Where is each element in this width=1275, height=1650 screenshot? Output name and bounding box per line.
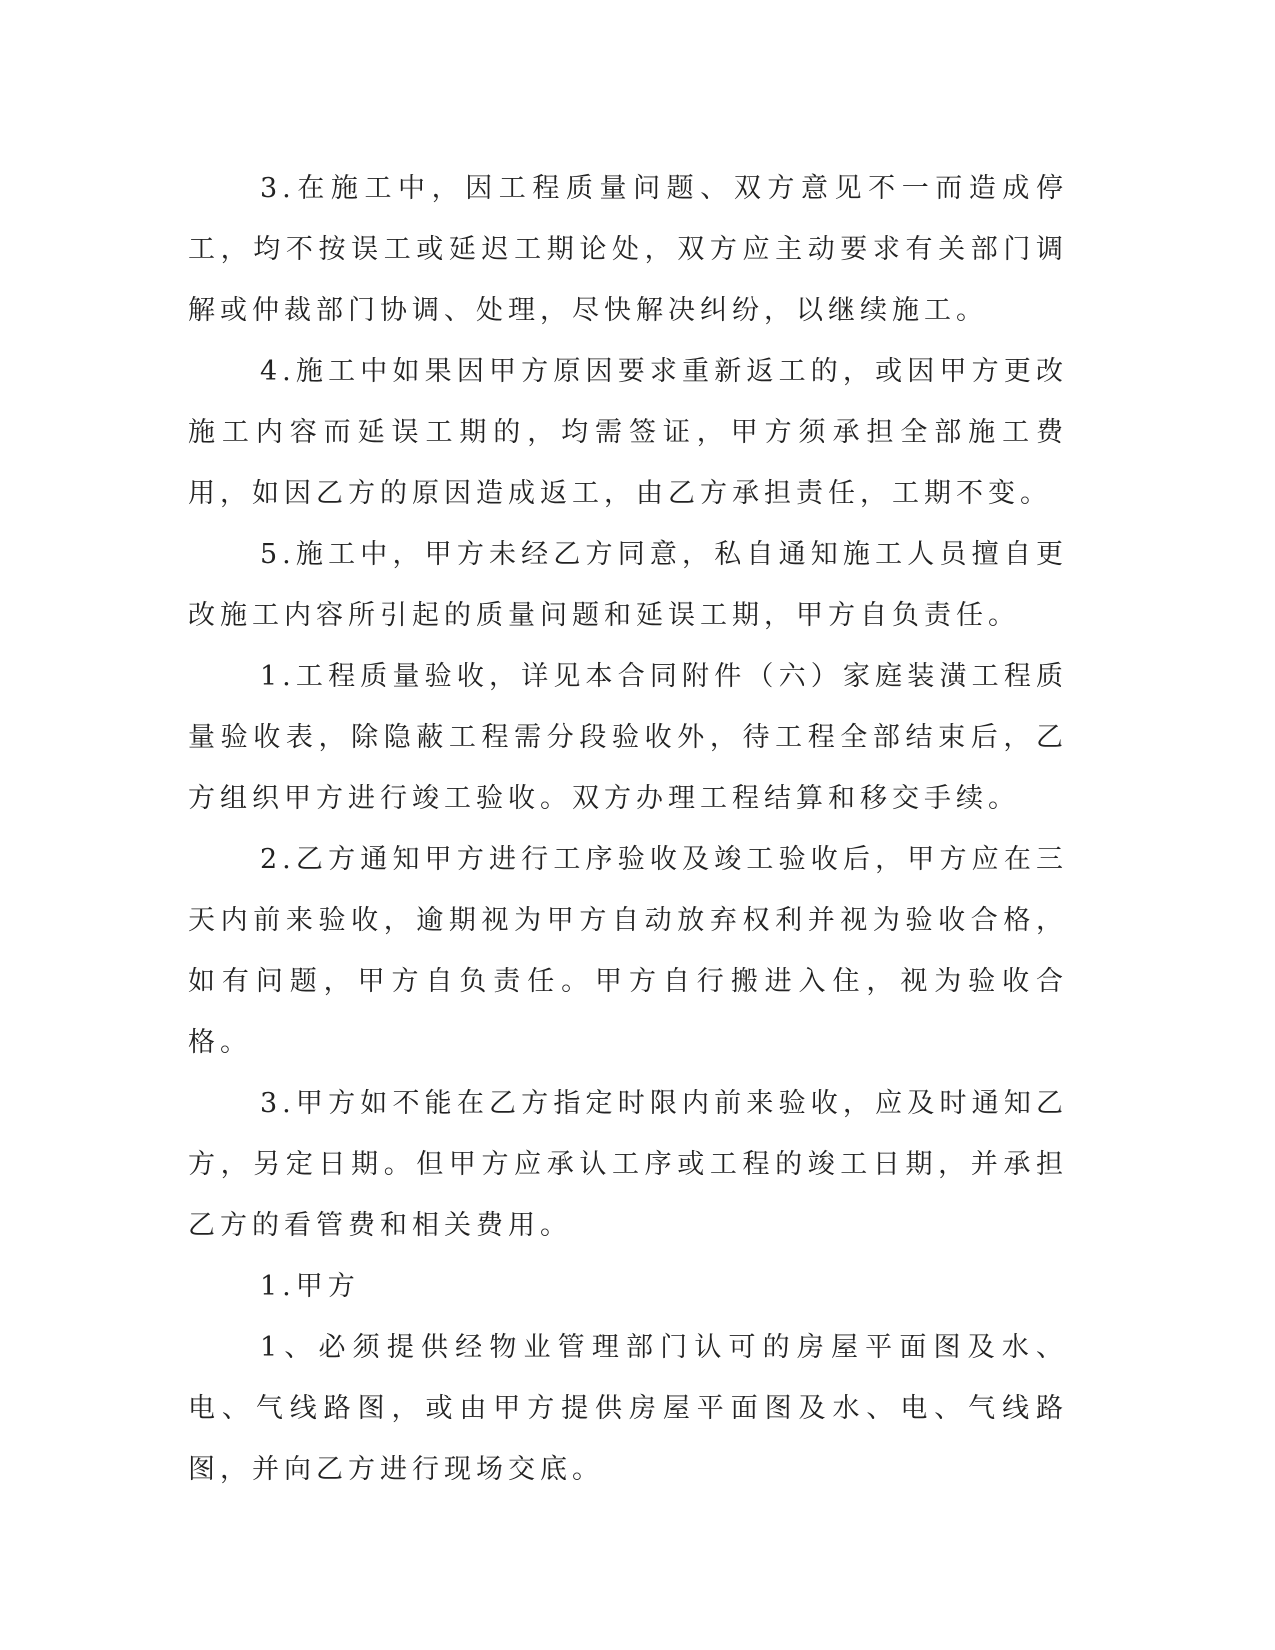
paragraph-clause-4-rework: 4.施工中如果因甲方原因要求重新返工的，或因甲方更改施工内容而延误工期的，均需签证，甲方须承担全部施工费用，如因乙方的原因造成返工，由乙方承担责任，工期不变。 xyxy=(188,356,1068,509)
document-body xyxy=(188,158,1068,1500)
paragraph-party-a-duty-1: 1、必须提供经物业管理部门认可的房屋平面图及水、电、气线路图，或由甲方提供房屋平面图及水、电、气线路图，并向乙方进行现场交底。 xyxy=(188,1332,1068,1485)
paragraph-clause-3-work-stoppage: 3.在施工中，因工程质量问题、双方意见不一而造成停工，均不按误工或延迟工期论处，双方应主动要求有关部门调解或仲裁部门协调、处理，尽快解决纠纷，以继续施工。 xyxy=(188,173,1068,326)
paragraph-clause-5-unauthorized-change: 5.施工中，甲方未经乙方同意，私自通知施工人员擅自更改施工内容所引起的质量问题和延误工期，甲方自负责任。 xyxy=(188,539,1068,631)
section-heading-party-a: 1.甲方 xyxy=(260,1271,360,1302)
paragraph-acceptance-2: 2.乙方通知甲方进行工序验收及竣工验收后，甲方应在三天内前来验收，逾期视为甲方自动放弃权利并视为验收合格，如有问题，甲方自负责任。甲方自行搬进入住，视为验收合格。 xyxy=(188,844,1068,1058)
paragraph-acceptance-1: 1.工程质量验收，详见本合同附件（六）家庭装潢工程质量验收表，除隐蔽工程需分段验收外，待工程全部结束后，乙方组织甲方进行竣工验收。双方办理工程结算和移交手续。 xyxy=(188,661,1068,814)
paragraph-acceptance-3: 3.甲方如不能在乙方指定时限内前来验收，应及时通知乙方，另定日期。但甲方应承认工序或工程的竣工日期，并承担乙方的看管费和相关费用。 xyxy=(188,1088,1068,1241)
